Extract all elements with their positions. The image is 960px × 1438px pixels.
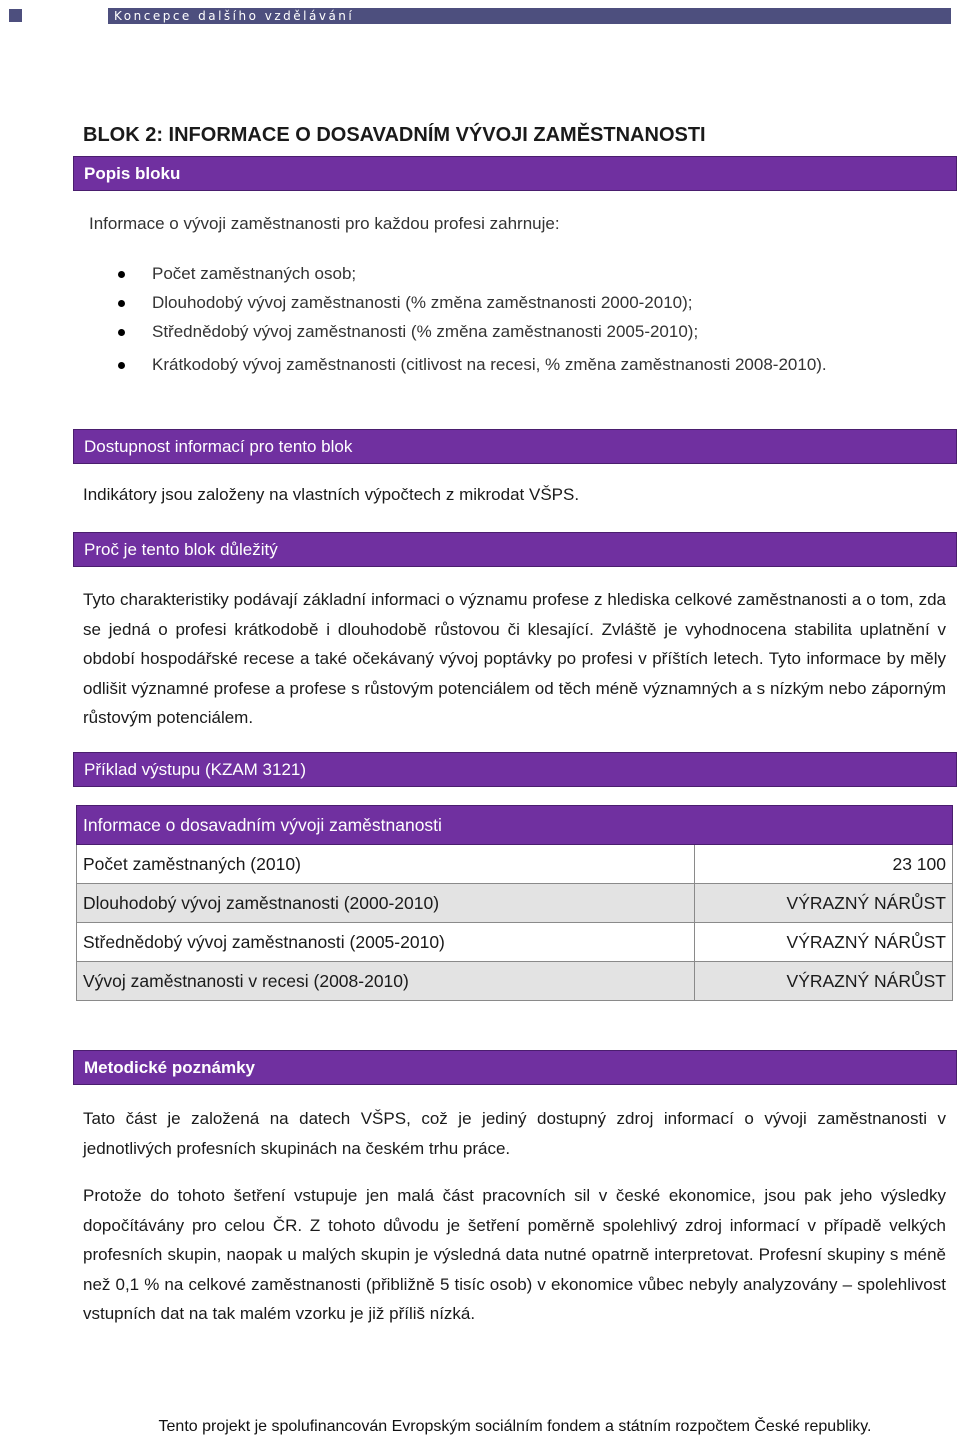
table-row <box>77 923 953 962</box>
table-cell-label: Počet zaměstnaných (2010) <box>77 845 695 884</box>
table-row <box>77 884 953 923</box>
output-table <box>76 805 953 1001</box>
table-row <box>77 845 953 884</box>
section-heading-popis: Popis bloku <box>73 156 957 191</box>
section-heading-priklad: Příklad výstupu (KZAM 3121) <box>73 752 957 787</box>
metodicke-text-1: Tato část je založená na datech VŠPS, což je jediný dostupný zdroj informací o vývoji zaměstnanosti v jednotlivých profesních skupinách na českém trhu práce. <box>83 1109 946 1158</box>
table-cell-value: VÝRAZNÝ NÁRŮST <box>695 962 953 1001</box>
table-cell-label: Střednědobý vývoj zaměstnanosti (2005-2010) <box>77 923 695 962</box>
table-title: Informace o dosavadním vývoji zaměstnanosti <box>77 806 953 845</box>
list-item-text: Krátkodobý vývoj zaměstnanosti (citlivost na recesi, % změna zaměstnanosti 2008-2010). <box>152 355 827 374</box>
header-square-mark <box>9 9 22 22</box>
proc-paragraph <box>83 585 946 733</box>
page-footer: Tento projekt je spolufinancován Evropským sociálním fondem a státním rozpočtem České republiky. <box>158 1418 872 1435</box>
dostupnost-text: Indikátory jsou založeny na vlastních výpočtech z mikrodat VŠPS. <box>83 485 580 504</box>
metodicke-text-2: Protože do tohoto šetření vstupuje jen malá část pracovních sil v české ekonomice, jsou pak jeho výsledky dopočítávány pro celou ČR. Z tohoto důvodu je šetření poměrně spolehlivý zdroj informací v případě velkých profesních skupin, naopak u malých skupin je výsledná data nutné opatrně interpretovat. Profesní skupiny s méně než 0,1 % na celkové zaměstnanosti (přibližně 5 tisíc osob) v ekonomice vůbec nebyly analyzovány – spolehlivost vstupních dat na tak malém vzorku je již příliš nízká. <box>83 1186 946 1323</box>
table-row <box>77 962 953 1001</box>
page-title: BLOK 2: INFORMACE O DOSAVADNÍM VÝVOJI ZAMĚSTNANOSTI <box>83 124 706 146</box>
table-cell-label: Dlouhodobý vývoj zaměstnanosti (2000-2010) <box>77 884 695 923</box>
section-heading-metodicke: Metodické poznámky <box>73 1050 957 1085</box>
bullet-icon <box>118 329 125 336</box>
table-cell-label: Vývoj zaměstnanosti v recesi (2008-2010) <box>77 962 695 1001</box>
list-item-text: Střednědobý vývoj zaměstnanosti (% změna zaměstnanosti 2005-2010); <box>152 322 699 341</box>
bullet-icon <box>118 271 125 278</box>
table-header-row <box>77 806 953 845</box>
table-cell-value: 23 100 <box>695 845 953 884</box>
table-cell-value: VÝRAZNÝ NÁRŮST <box>695 923 953 962</box>
metodicke-paragraph-2 <box>83 1181 946 1329</box>
running-header: Koncepce dalšího vzdělávání <box>108 8 951 24</box>
proc-text: Tyto charakteristiky podávají základní informaci o významu profese z hlediska celkové zaměstnanosti a o tom, zda se jedná o profesi krátkodobě i dlouhodobě růstovou či klesající. Zvláště je vyhodnocena stabilita uplatnění v období hospodářské recese a také očekávaný vývoj poptávky po profesi v příštích letech. Tyto informace by měly odlišit významné profese a profese s růstovým potenciálem od těch méně významných a s nízkým nebo záporným růstovým potenciálem. <box>83 590 946 727</box>
table-cell-value: VÝRAZNÝ NÁRŮST <box>695 884 953 923</box>
bullet-icon <box>118 362 125 369</box>
popis-intro: Informace o vývoji zaměstnanosti pro každou profesi zahrnuje: <box>89 214 560 233</box>
bullet-icon <box>118 300 125 307</box>
metodicke-paragraph-1 <box>83 1104 946 1163</box>
section-heading-dostupnost: Dostupnost informací pro tento blok <box>73 429 957 464</box>
list-item-text: Počet zaměstnaných osob; <box>152 264 357 283</box>
list-item-text: Dlouhodobý vývoj zaměstnanosti (% změna zaměstnanosti 2000-2010); <box>152 293 693 312</box>
section-heading-proc: Proč je tento blok důležitý <box>73 532 957 567</box>
